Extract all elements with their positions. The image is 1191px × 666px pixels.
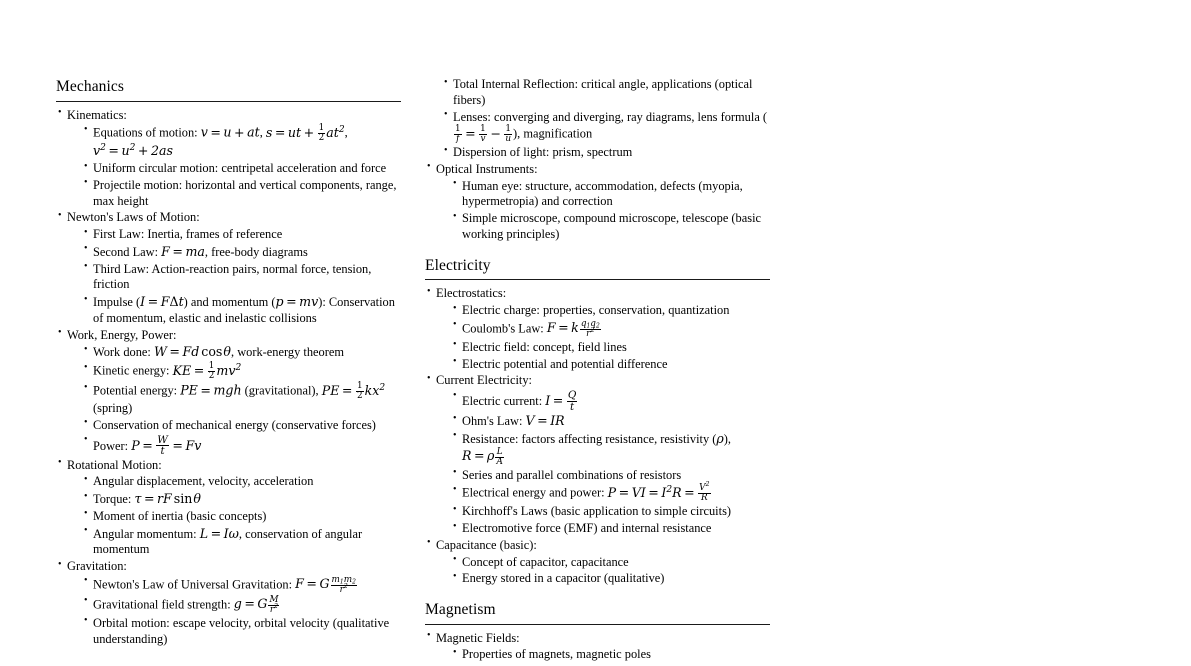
bullet-icon: • [84,490,88,502]
formula-impulse: I = FΔt [140,294,184,310]
list-optics-continued [427,77,770,243]
list-item: • Equations of motion: v = u + at, s = ut + $\frac{1}{2}$ $at^2$, $v^2 = u^2 + 2as$ [84,123,348,159]
section-optics-continued [425,77,770,243]
list-electricity [427,286,770,587]
list-kinematics [84,124,401,209]
bullet-icon: • [84,343,88,355]
item-label: First Law: Inertia, frames of reference [93,227,283,242]
formula-power: P = $\frac{W}{t}$ = Fv [131,433,202,458]
item-label-cont: ), magnification [513,126,593,141]
list-item [453,390,770,412]
list-magnetism [427,631,770,664]
list-item [453,468,770,484]
item-label: Gravitational field strength: [93,597,231,612]
item-label: Angular displacement, velocity, acceleration [93,474,314,489]
bullet-icon: • [427,630,431,642]
bullet-icon: • [84,417,88,429]
item-label: Magnetic Fields: [436,630,520,645]
item-label-cont: , free-body diagrams [204,244,308,259]
list-item [453,211,770,243]
heading-rule-mechanics [56,101,401,102]
list-rotational-motion [84,474,401,558]
bullet-icon: • [453,646,457,658]
item-label-end: ): Conservation of momentum, elastic and inelastic collisions [93,295,395,325]
formula-resistivity: R = ρ $\frac{L}{A}$ [462,446,503,467]
list-item [84,491,401,508]
list-item [453,555,770,571]
item-label: Impulse ( [93,295,141,310]
list-item [84,435,401,457]
formula-angular-momentum: L = Iω [199,525,239,541]
bullet-icon: • [58,107,62,119]
item-label: Equations of motion: [93,125,198,140]
bullet-icon: • [444,76,448,88]
item-label-end: (spring) [93,401,133,415]
formula-ohms-law: V = IR [525,413,565,429]
item-label-cont: ) and momentum ( [183,295,276,310]
list-item [84,509,401,525]
item-label: Human eye: structure, accommodation, defects (myopia, hypermetropia) and correction [462,178,743,209]
bullet-icon: • [453,554,457,566]
item-label: Kinematics: [67,107,127,122]
item-label: Electrostatics: [436,286,507,301]
bullet-icon: • [427,372,431,384]
heading-rule-electricity [425,279,770,280]
list-item [84,344,401,361]
formula-gravitational-field: g = G $\frac{M}{r^2}$ [233,594,279,615]
list-item [84,227,401,243]
item-label: Series and parallel combinations of resistors [462,467,682,482]
item-label: Potential energy: [93,383,178,398]
bullet-icon: • [84,595,88,607]
bullet-icon: • [453,570,457,582]
item-label: Torque: [93,492,132,507]
section-mechanics [56,78,401,647]
formula-potential-energy-spring: PE = $\frac{1}{2}$ $kx^2$ [321,381,386,402]
bullet-icon: • [453,302,457,314]
list-item [453,431,770,467]
formula-electric-current: I = $\frac{Q}{t}$ [545,389,577,413]
list-item [427,286,770,372]
list-item [58,328,401,457]
item-label: Rotational Motion: [67,457,162,472]
list-item [84,362,401,381]
formula-displacement: s = ut + $\frac{1}{2}$ $at^2$ [265,123,345,144]
item-label: Capacitance (basic): [436,537,537,552]
list-item [58,108,401,210]
page-title-mechanics: Mechanics [56,78,125,95]
bullet-icon: • [84,293,88,305]
list-item [84,382,401,417]
formula-torque: τ = rF sinθ [134,491,201,507]
item-label: Resistance: factors affecting resistance, resistivity ( [462,431,717,446]
formula-equations-of-motion: v = u + at [200,124,260,140]
list-item [453,504,770,520]
list-item [427,162,770,243]
bullet-icon: • [84,381,88,393]
item-label: Optical Instruments: [436,161,538,176]
list-item [444,145,770,161]
list-item [453,647,770,663]
bullet-icon: • [453,483,457,495]
item-label: Total Internal Reflection: critical angle, applications (optical fibers) [453,77,753,107]
item-label: Energy stored in a capacitor (qualitative) [462,571,665,586]
item-label-cont: ), [723,431,732,446]
item-label: Kinetic energy: [93,363,170,378]
item-label: Current Electricity: [436,373,532,388]
section-electricity [425,257,770,587]
two-column-layout [56,78,1136,666]
list-item [427,631,770,664]
formula-coulombs-law: F = k $\frac{q_1q_2}{r^2}$ [546,318,600,339]
bullet-icon: • [453,430,457,442]
formula-v-squared: $v^2 = u^2 + 2as$ [93,143,173,159]
list-item [84,616,401,648]
list-item [84,526,401,559]
bullet-icon: • [84,226,88,238]
item-label: Lenses: converging and diverging, ray diagrams, lens formula ( [453,109,768,124]
bullet-icon: • [84,473,88,485]
item-label: Ohm's Law: [462,414,523,429]
formula-kinetic-energy: KE = $\frac{1}{2}$ $mv^2$ [172,361,242,382]
list-gravitation [84,576,401,647]
bullet-icon: • [453,389,457,401]
item-label: Angular momentum: [93,526,197,541]
list-item [84,262,401,294]
item-label: Second Law: [93,244,159,259]
list-item [453,481,770,504]
item-label: Electric current: [462,394,543,409]
list-magnetic-fields [453,647,770,663]
list-item [84,244,401,261]
formula-work-done: W = Fd cosθ [153,344,231,360]
bullet-icon: • [84,525,88,537]
bullet-icon: • [453,339,457,351]
list-item [453,521,770,537]
item-label: Coulomb's Law: [462,321,544,336]
item-label: Newton's Law of Universal Gravitation: [93,577,293,592]
bullet-icon: • [444,144,448,156]
formula-potential-energy-grav: PE = mgh [180,382,242,398]
item-label: Orbital motion: escape velocity, orbital velocity (qualitative understanding) [93,615,390,646]
item-label: Electrical energy and power: [462,485,605,500]
item-label: Work done: [93,345,151,360]
list-item [453,179,770,211]
list-item [444,77,770,109]
item-label: Electromotive force (EMF) and internal resistance [462,521,712,536]
formula-lens: $\frac{1}{f}$ = $\frac{1}{v}$ − $\frac{1}{u}$ [455,124,512,145]
list-item [453,303,770,319]
bullet-icon: • [84,123,88,135]
list-item [444,110,770,145]
bullet-icon: • [453,503,457,515]
bullet-icon: • [84,243,88,255]
item-label-cont: (gravitational), [244,383,319,398]
list-item [58,559,401,647]
item-label: Conservation of mechanical energy (conservative forces) [93,417,376,432]
bullet-icon: • [453,210,457,222]
bullet-icon: • [84,361,88,373]
list-item [84,418,401,434]
bullet-icon: • [427,161,431,173]
formula-universal-gravitation: F = G $\frac{m_1m_2}{r^2}$ [295,574,356,595]
item-label: Electric field: concept, field lines [462,339,627,354]
bullet-icon: • [84,615,88,627]
bullet-icon: • [84,434,88,445]
page-title-magnetism: Magnetism [425,601,496,619]
list-electrostatics [453,303,770,372]
item-label: Electric charge: properties, conservation, quantization [462,303,730,318]
bullet-icon: • [453,520,457,532]
list-item [453,571,770,587]
list-item [58,210,401,326]
item-label: Simple microscope, compound microscope, telescope (basic working principles) [462,211,762,241]
formula-electrical-power: P = VI = $I^2R$ = $\frac{V^2}{R}$ [607,481,710,504]
bullet-icon: • [444,109,448,120]
list-item [453,357,770,373]
bullet-icon: • [84,575,88,587]
page-title-electricity: Electricity [425,256,491,274]
list-item [453,340,770,356]
bullet-icon: • [84,160,88,172]
symbol-rho: ρ [716,430,724,446]
list-item [427,538,770,587]
bullet-icon: • [453,412,457,424]
list-work-energy-power [84,344,401,456]
item-label: Newton's Laws of Motion: [67,210,200,225]
list-item [84,596,401,615]
list-item [84,576,401,595]
left-column [56,78,401,666]
item-label: Concept of capacitor, capacitance [462,554,629,569]
bullet-icon: • [58,558,62,570]
bullet-icon: • [453,178,457,190]
bullet-icon: • [84,508,88,520]
bullet-icon: • [453,467,457,479]
list-capacitance [453,555,770,588]
right-column [425,77,770,665]
item-label: Third Law: Action-reaction pairs, normal force, tension, friction [93,261,372,292]
item-label-cont: , conservation of angular momentum [93,526,363,557]
bullet-icon: • [427,537,431,549]
item-label: Electric potential and potential difference [462,356,668,371]
item-label: Dispersion of light: prism, spectrum [453,145,633,160]
list-item [58,458,401,559]
item-label-cont: , work-energy theorem [231,345,344,360]
item-label: Gravitation: [67,559,127,574]
bullet-icon: • [58,209,62,221]
item-label: Power: [93,438,129,453]
item-label: Properties of magnets, magnetic poles [462,647,651,662]
formula-newton-second-law: F = ma [161,243,205,259]
list-mechanics [58,108,401,648]
item-label: Moment of inertia (basic concepts) [93,508,267,523]
bullet-icon: • [84,177,88,189]
list-item [427,373,770,537]
item-label: Work, Energy, Power: [67,327,177,342]
heading-rule-magnetism [425,624,770,625]
list-newtons-laws [84,227,401,327]
item-label: Projectile motion: horizontal and vertical components, range, max height [93,177,397,208]
bullet-icon: • [453,356,457,368]
formula-momentum: p = mv [275,294,319,310]
list-item [84,178,401,210]
bullet-icon: • [453,319,457,331]
list-item [84,294,401,327]
bullet-icon: • [58,327,62,339]
item-label: Kirchhoff's Laws (basic application to simple circuits) [462,504,732,519]
bullet-icon: • [58,457,62,469]
item-label: Uniform circular motion: centripetal acceleration and force [93,161,387,176]
list-optical-instruments [453,179,770,243]
list-item [84,474,401,490]
list-current-electricity [453,390,770,537]
bullet-icon: • [427,285,431,297]
list-item [84,161,401,177]
bullet-icon: • [84,261,88,273]
list-item [453,413,770,430]
list-item [453,320,770,339]
section-magnetism [425,601,770,663]
